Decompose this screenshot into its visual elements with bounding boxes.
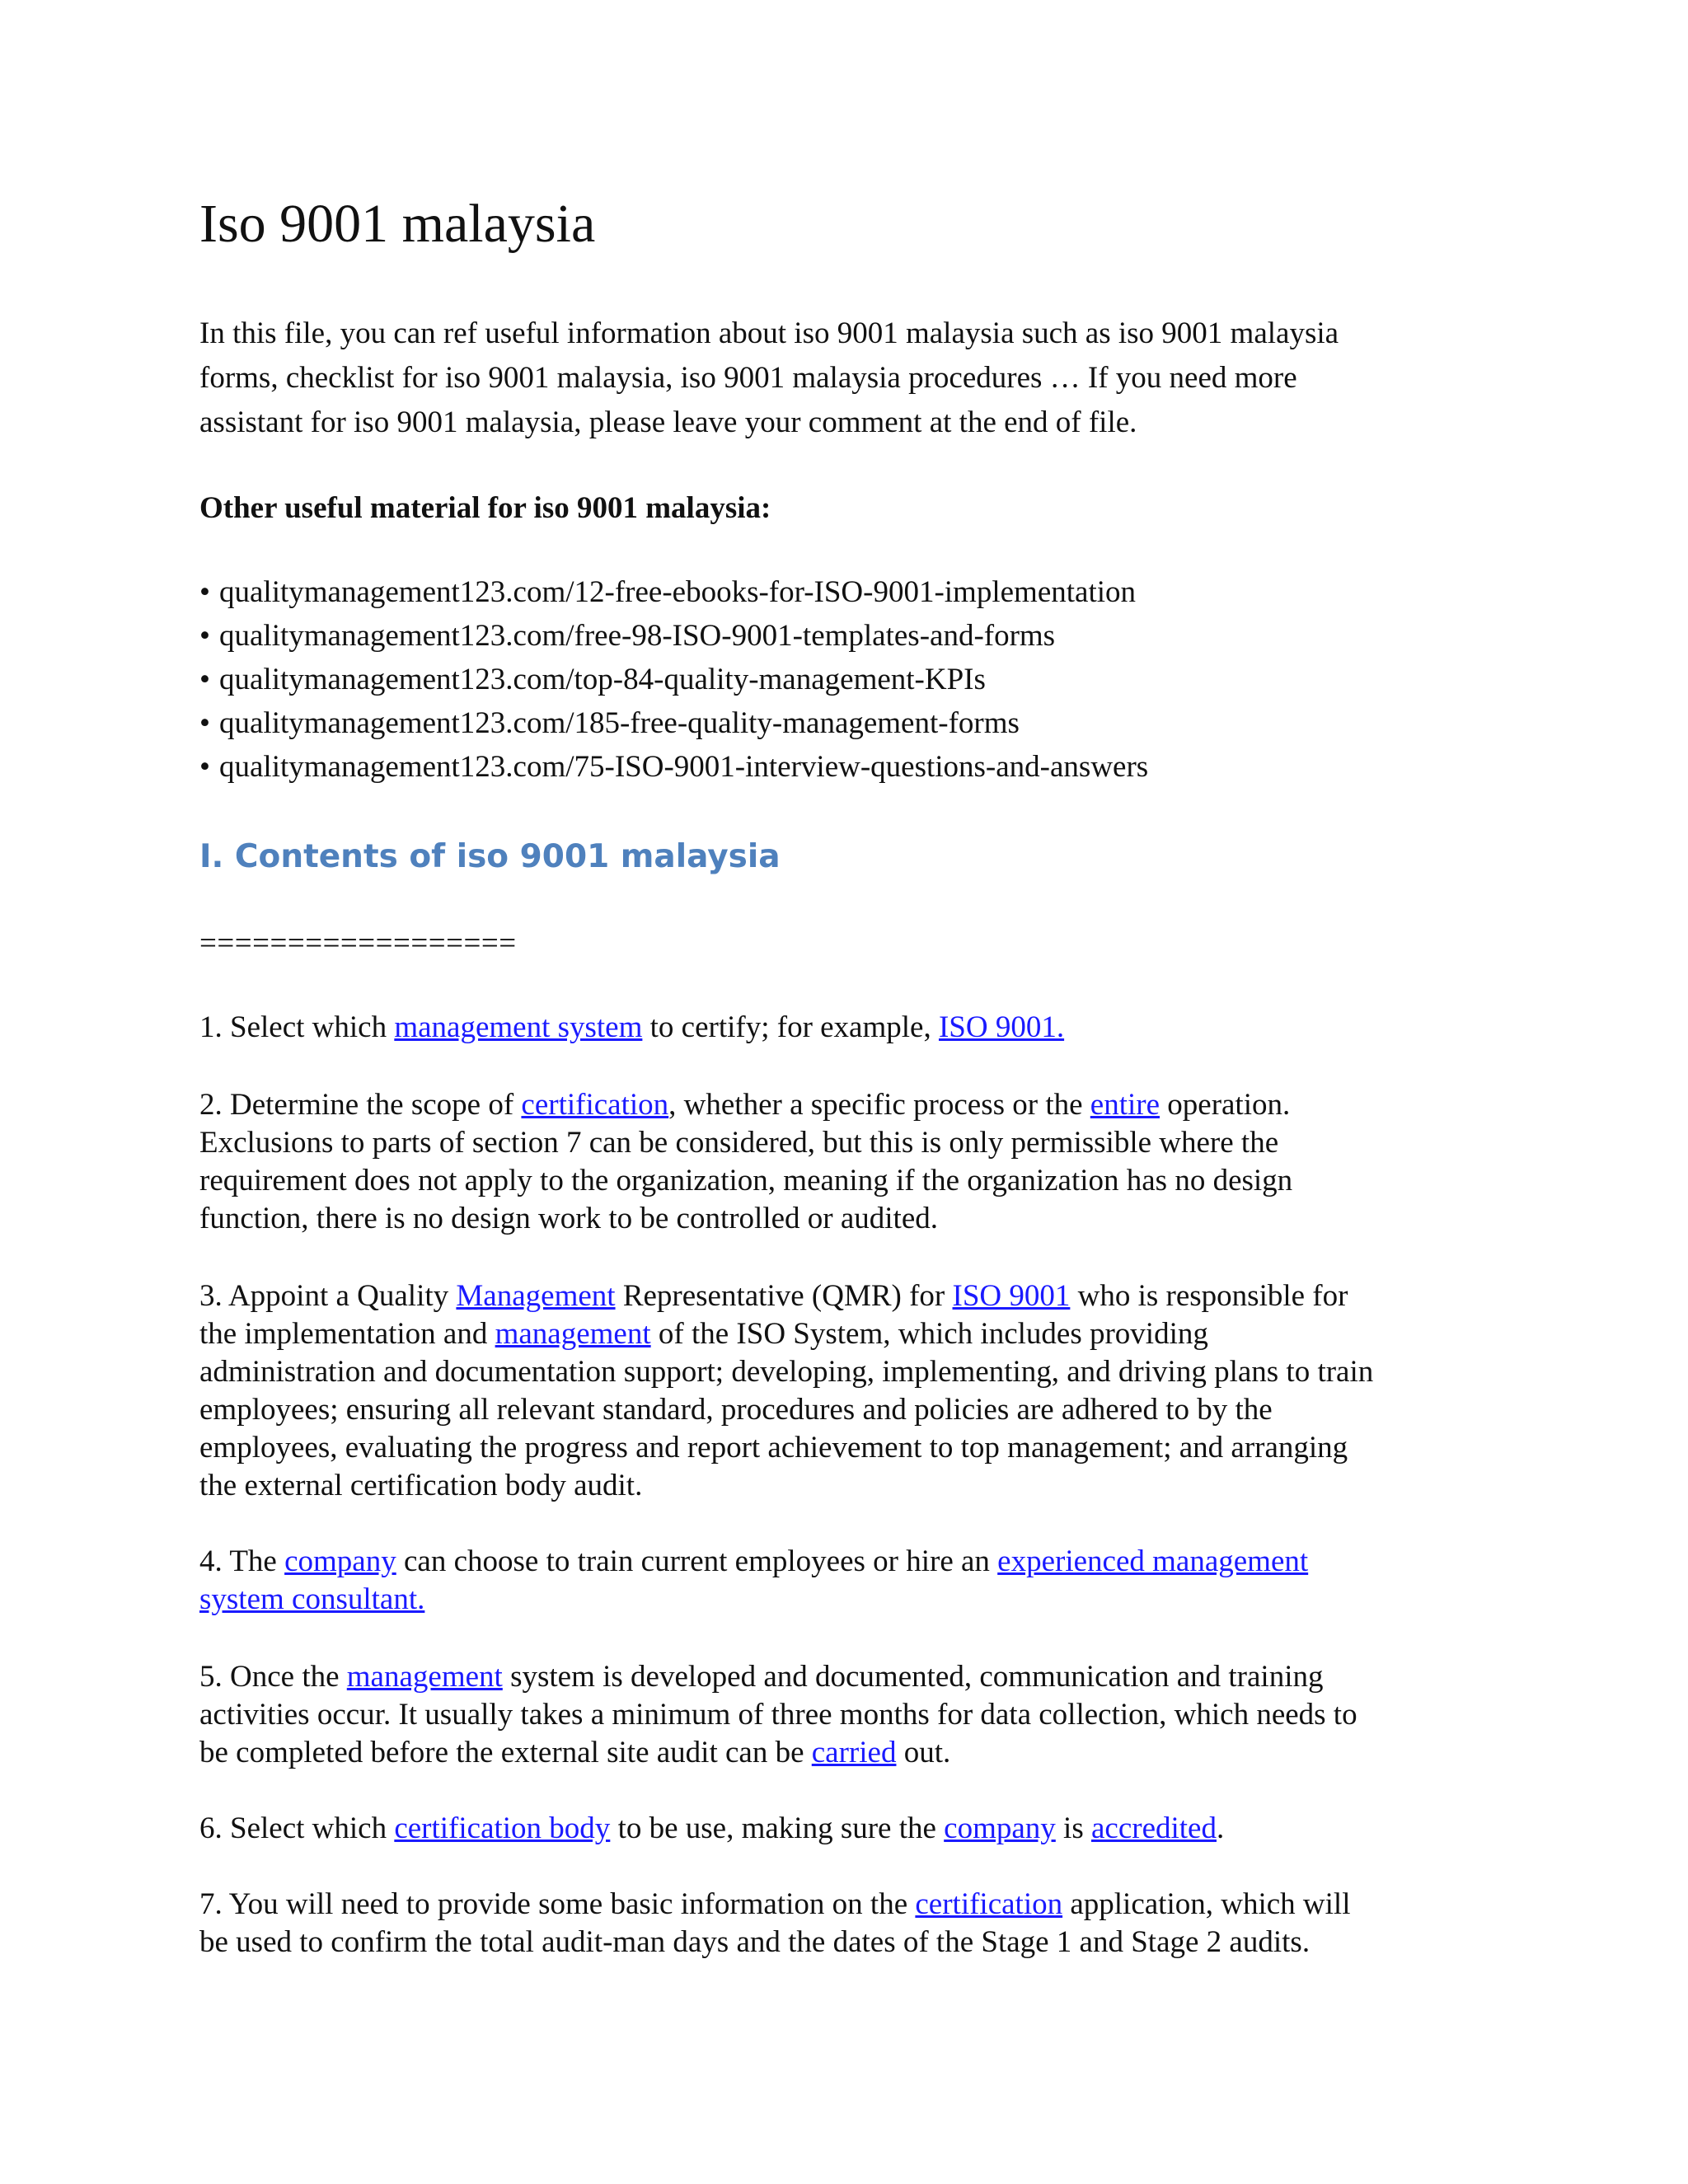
management-link[interactable]: Management [456,1279,616,1313]
intro-line: In this file, you can ref useful information about iso 9001 malaysia such as iso 9001 malaysia [199,316,1339,350]
list-item [199,745,1148,789]
item-text: be completed before the external site audit can be [199,1736,812,1769]
management-system-link[interactable]: management system [394,1010,643,1044]
bullet-icon: • [199,706,210,740]
link-text: qualitymanagement123.com/top-84-quality-management-KPIs [219,663,986,696]
intro-line: assistant for iso 9001 malaysia, please leave your comment at the end of file. [199,405,1137,439]
list-item [199,658,1148,701]
content-item-7 [199,1886,1518,1961]
management-link[interactable]: management [495,1317,651,1351]
divider-rule: ================== [199,926,517,960]
management-link[interactable]: management [346,1660,503,1694]
item-text: 6. Select which [199,1811,395,1845]
section-heading: I. Contents of iso 9001 malaysia [199,838,781,875]
item-line: activities occur. It usually takes a minimum of three months for data collection, which needs to [199,1698,1357,1732]
carried-link[interactable]: carried [811,1736,897,1769]
bullet-icon: • [199,750,210,784]
iso-9001-link[interactable]: ISO 9001. [938,1010,1065,1044]
item-text: 5. Once the [199,1660,347,1694]
item-text: 3. Appoint a Quality [199,1279,457,1313]
list-item [199,570,1148,614]
content-item-1 [199,1009,1518,1047]
bullet-icon: • [199,663,210,696]
content-item-4 [199,1543,1518,1619]
item-line: the external certification body audit. [199,1469,643,1502]
item-line: Exclusions to parts of section 7 can be considered, but this is only permissible where the [199,1126,1279,1160]
item-text: , whether a specific process or the [668,1088,1090,1122]
item-text: 4. The [199,1544,285,1578]
item-text: is [1055,1811,1091,1845]
item-text: . [1216,1811,1225,1845]
item-text: to certify; for example, [642,1010,939,1044]
item-text: to be use, making sure the [610,1811,945,1845]
iso-9001-link[interactable]: ISO 9001 [952,1279,1071,1313]
company-link[interactable]: company [944,1811,1056,1845]
item-line: employees; ensuring all relevant standard, procedures and policies are adhered to by the [199,1393,1273,1427]
list-item [199,614,1148,658]
system-consultant-link[interactable]: system consultant. [199,1582,425,1616]
intro-paragraph [199,312,1485,445]
content-item-6 [199,1810,1518,1848]
item-text: application, which will [1062,1887,1351,1921]
item-line: function, there is no design work to be controlled or audited. [199,1202,939,1235]
bullet-icon: • [199,619,210,653]
company-link[interactable]: company [284,1544,396,1578]
certification-body-link[interactable]: certification body [394,1811,611,1845]
item-text: 7. You will need to provide some basic information on the [199,1887,916,1921]
certification-link[interactable]: certification [521,1088,669,1122]
item-text: 1. Select which [199,1010,395,1044]
item-text: the implementation and [199,1317,495,1351]
entire-link[interactable]: entire [1090,1088,1160,1122]
item-text: system is developed and documented, communication and training [502,1660,1324,1694]
item-text: operation. [1160,1088,1291,1122]
content-item-3 [199,1277,1518,1505]
bullet-icon: • [199,575,210,609]
content-item-5 [199,1658,1518,1772]
content-item-2 [199,1086,1518,1238]
link-text: qualitymanagement123.com/185-free-quality-management-forms [219,706,1020,740]
experienced-management-link[interactable]: experienced management [997,1544,1309,1578]
item-line: requirement does not apply to the organization, meaning if the organization has no design [199,1164,1293,1197]
item-text: of the ISO System, which includes providing [650,1317,1208,1351]
item-text: Representative (QMR) for [615,1279,953,1313]
link-text: qualitymanagement123.com/free-98-ISO-9001-templates-and-forms [219,619,1056,653]
item-text: who is responsible for [1070,1279,1348,1313]
link-text: qualitymanagement123.com/12-free-ebooks-for-ISO-9001-implementation [219,575,1137,609]
useful-links-list [199,570,1148,789]
accredited-link[interactable]: accredited [1090,1811,1217,1845]
certification-link[interactable]: certification [915,1887,1063,1921]
list-item [199,701,1148,745]
document-title: Iso 9001 malaysia [199,194,596,254]
item-text: out. [896,1736,951,1769]
item-line: employees, evaluating the progress and report achievement to top management; and arranging [199,1431,1348,1465]
intro-line: forms, checklist for iso 9001 malaysia, iso 9001 malaysia procedures … If you need more [199,361,1297,395]
item-line: administration and documentation support; developing, implementing, and driving plans to train [199,1355,1374,1389]
item-line: be used to confirm the total audit-man days and the dates of the Stage 1 and Stage 2 audits. [199,1925,1311,1959]
item-text: can choose to train current employees or hire an [396,1544,998,1578]
link-text: qualitymanagement123.com/75-ISO-9001-interview-questions-and-answers [219,750,1149,784]
other-material-heading: Other useful material for iso 9001 malaysia: [199,491,771,525]
item-text: 2. Determine the scope of [199,1088,522,1122]
